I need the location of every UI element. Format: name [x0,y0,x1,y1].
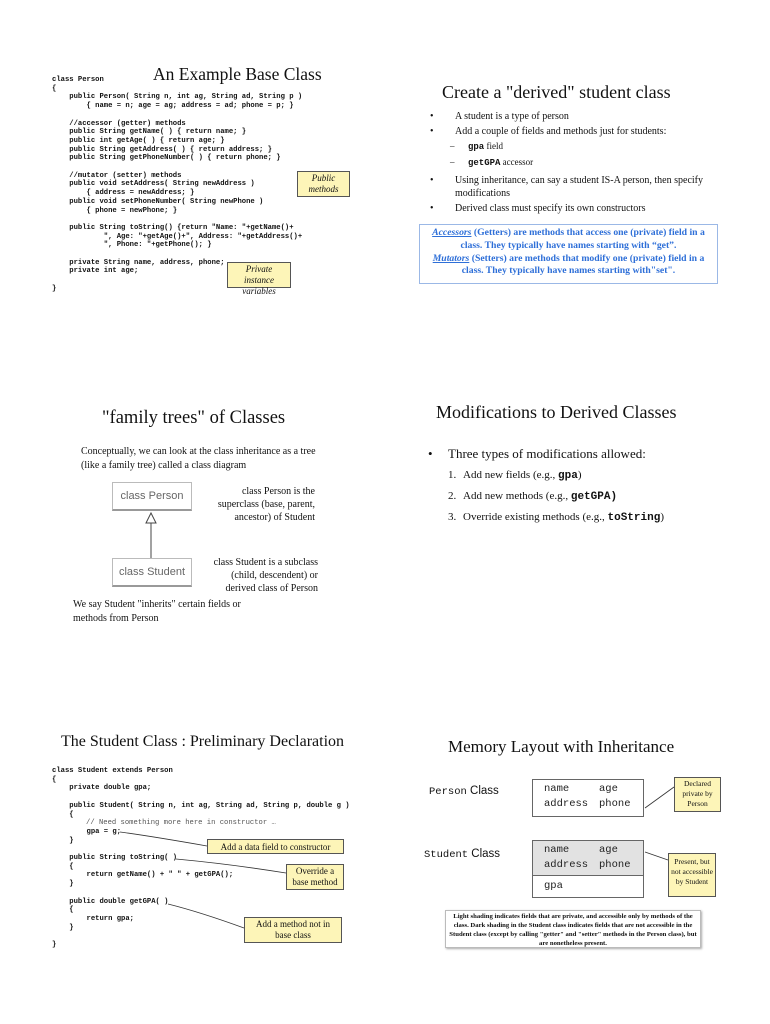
person-code-line: public String getPhoneNumber( ) { return phone; } [52,154,281,163]
mod-item-2: 2. Add new methods (e.g., getGPA) [448,490,618,503]
person-code-line: class Person [52,76,104,84]
slide2-bullets: • A student is a type of person • Add a couple of fields and methods just for students: – gpa field – getGPA accessor • Using inheritance, can say a student IS-A person, then specify modifications • Derived class must specify its own constructors [430,111,703,214]
person-code-line: public String getAddress( ) { return address; } [52,145,272,154]
student-subclass-desc: class Student is a subclass (child, descendent) or derived class of Person [213,557,318,594]
person-code-line: public int getAge( ) { return age; } [52,136,225,145]
person-code-line: ", Age: "+getAge()+", Address: "+getAddress()+ [52,232,303,241]
person-code-line: { address = newAddress; } [52,189,195,198]
note-declared-private: Declared private by Person [674,777,721,812]
student-code-line: { [52,906,74,915]
student-code-line: } [52,880,74,889]
note-override-method: Override a base method [286,864,344,890]
person-superclass-desc: class Person is the superclass (base, parent, ancestor) of Student [217,486,315,523]
mod-item-1: 1. Add new fields (e.g., gpa) [448,469,582,482]
student-code-line: public Student( String n, int ag, String ad, String p, double g ) [52,801,350,810]
class-student-box: class Student [112,558,192,587]
person-code-line: public void setAddress( String newAddress ) [52,180,255,189]
student-code-line: return getName() + " " + getGPA(); [52,871,234,880]
bullet-type-of-person: A student is a type of person [455,111,569,122]
student-field-phone: phone [599,859,631,871]
student-field-name: name [544,844,570,856]
student-code-line: return gpa; [52,914,134,923]
slide6-title: Memory Layout with Inheritance [448,737,675,756]
mutators-word: Mutators [432,252,470,264]
accessors-word: Accessors [432,227,472,238]
sub-getgpa-text: accessor [500,157,534,167]
person-code-line: { phone = newPhone; } [52,206,178,215]
slide4-title: Modifications to Derived Classes [436,402,677,422]
mod-item-3: 3. Override existing methods (e.g., toString) [448,511,664,524]
person-code-line: //accessor (getter) methods [52,119,186,128]
person-field-phone: phone [599,798,631,810]
person-field-name: name [544,783,570,795]
student-class-label: Student Class [424,848,501,861]
slide1-title: An Example Base Class [153,64,322,84]
note-add-data-field: Add a data field to constructor [207,839,344,854]
student-field-age: age [599,844,618,856]
sub-getgpa-code: getGPA [468,158,501,168]
slide4-bullet-text: Three types of modifications allowed: [448,446,646,461]
person-code-line: public String getName( ) { return name; } [52,128,247,137]
slide4-bullet: • Three types of modifications allowed: [428,446,646,461]
bullet-add-fields: Add a couple of fields and methods just for students: [455,126,667,137]
accessors-text: (Getters) are methods that access one (private) field in a class. They typically have names starting with “get”. [460,227,705,251]
person-code-line: public Person( String n, int ag, String ad, String p ) [52,93,303,102]
person-code-line: { [52,84,57,93]
person-code-line: } [52,284,57,293]
student-field-gpa: gpa [544,880,563,892]
slide5-title: The Student Class : Preliminary Declaration [61,733,345,750]
memory-caption: Light shading indicates fields that are private, and accessible only by methods of the class. Dark shading in the Student class indicates fields that are not accessible in the Student class (except by calling "getter" and "setter" methods in the Person class), but are nonetheless present. [445,910,701,948]
person-code-line: private int age; [52,267,139,276]
student-code-line: { [52,810,74,819]
note-add-method: Add a method not in base class [244,917,342,943]
student-code-line: } [52,941,57,950]
inherits-text: We say Student "inherits" certain fields or methods from Person [73,599,241,624]
bullet-is-a: Using inheritance, can say a student IS-A person, then specify modifications [455,175,703,199]
note-public-methods: Public methods [297,171,350,197]
person-class-label: Person Class [429,785,499,798]
mutators-text: (Setters) are methods that modify one (private) field in a class. They typically have names starting with"set". [461,252,705,277]
constructor-comment: // Need something more here in constructor … [86,819,276,827]
sub-gpa-text: field [484,141,503,151]
person-code-line: { name = n; age = ag; address = ad; phone = p; } [52,102,294,111]
family-tree-intro: Conceptually, we can look at the class inheritance as a tree (like a family tree) called a class diagram [81,446,316,471]
student-code-line: } [52,923,74,932]
person-field-address: address [544,798,589,810]
student-code-line: { [52,862,74,871]
student-field-address: address [544,859,589,871]
sub-gpa-code: gpa [468,142,485,152]
person-code-line: private String name, address, phone; [52,258,225,267]
student-code-line: private double gpa; [52,784,152,793]
person-code-line: //mutator (setter) methods [52,171,182,180]
student-code-line: { [52,775,57,784]
student-code-line: gpa = g; [52,827,122,836]
person-code-line: public String toString() {return "Name: "+getName()+ [52,223,294,232]
person-field-age: age [599,783,618,795]
note-private-variables: Private instance variables [227,262,291,288]
class-person-box: class Person [112,482,192,511]
note-present-not-accessible: Present, but not accessible by Student [668,853,716,897]
person-code-line: public void setPhoneNumber( String newPhone ) [52,197,264,206]
person-code-line: ", Phone: "+getPhone(); } [52,241,212,250]
student-code-line: } [52,836,74,845]
student-code-line: public double getGPA( ) [52,897,169,906]
student-code-line: public String toString( ) [52,854,178,863]
slide2-title: Create a "derived" student class [442,82,671,102]
slide3-title: "family trees" of Classes [102,408,286,428]
bullet-constructors: Derived class must specify its own constructors [455,203,646,214]
student-code-line: class Student extends Person [52,767,173,775]
